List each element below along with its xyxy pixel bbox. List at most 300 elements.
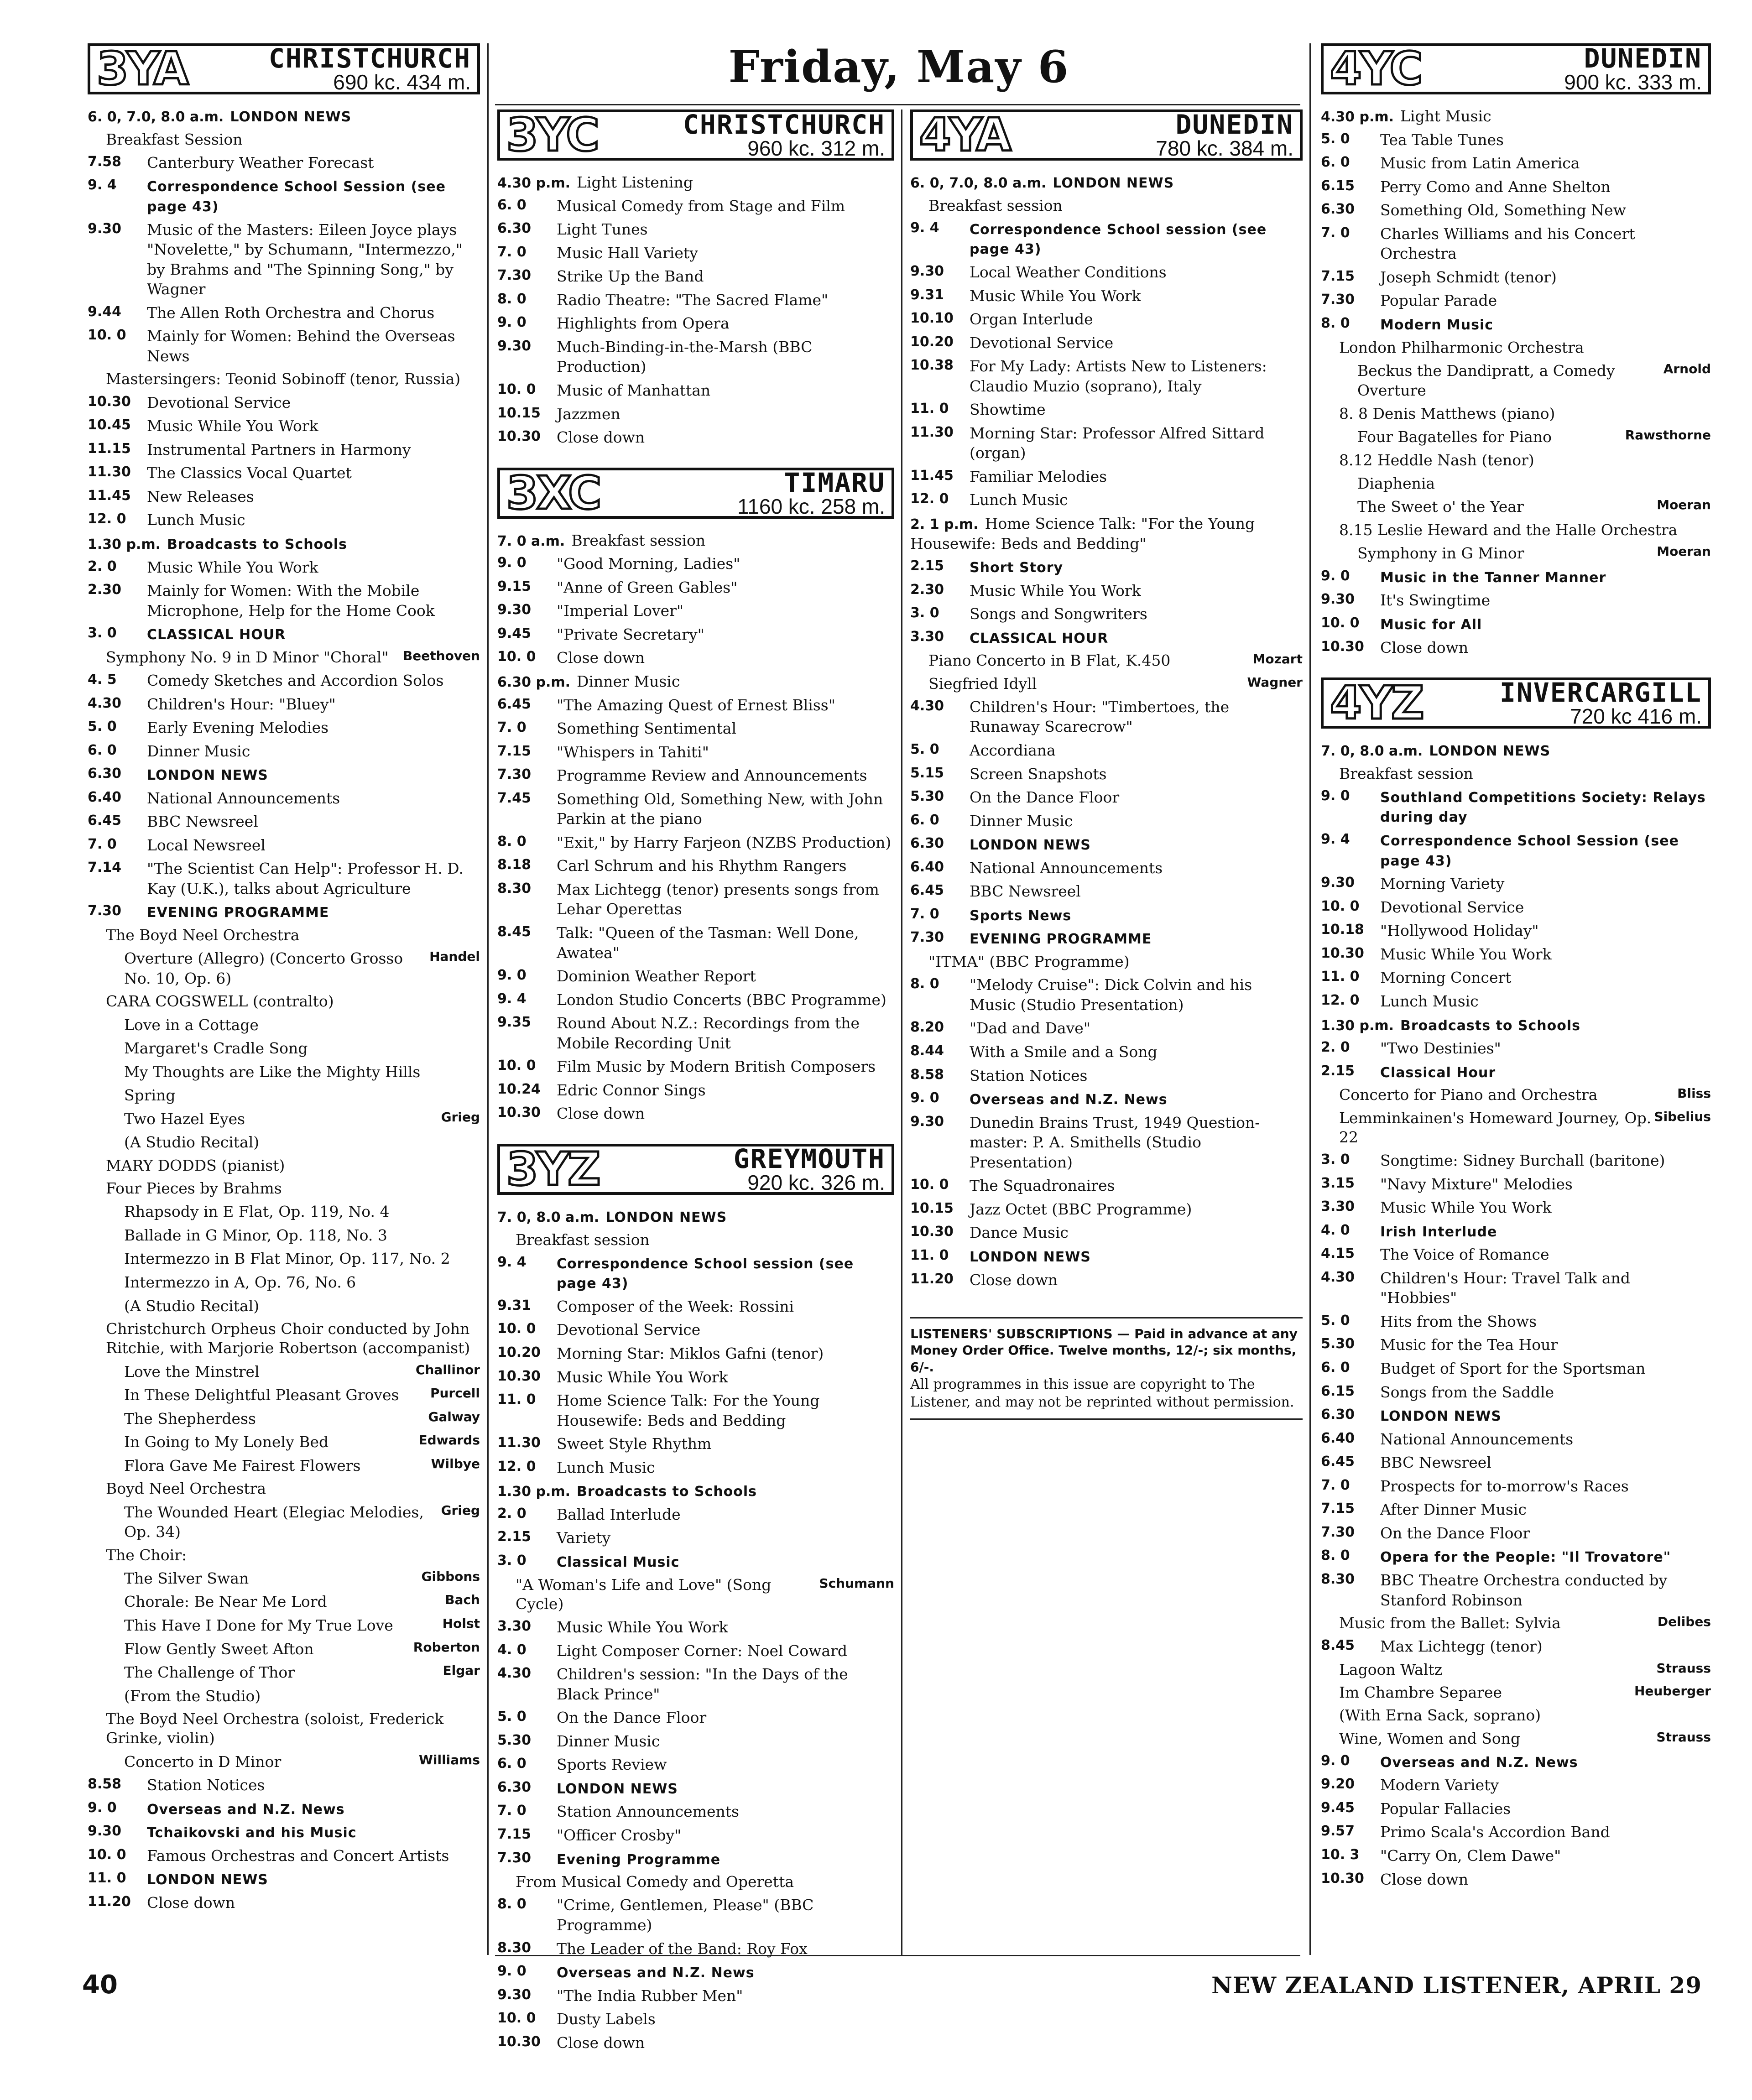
station-city: DUNEDIN	[1584, 43, 1702, 74]
programme-title: Intermezzo in B Flat Minor, Op. 117, No. 2	[124, 1250, 450, 1268]
programme-item	[1321, 874, 1711, 894]
programme-time: 9.45	[1321, 1799, 1355, 1816]
programme-item	[497, 380, 894, 401]
programme-time: 4. 0	[497, 1641, 527, 1658]
programme-item	[1321, 497, 1711, 517]
programme-item	[1321, 1752, 1711, 1772]
programme-title: On the Dance Floor	[557, 1709, 707, 1727]
composer-name: Elgar	[443, 1663, 480, 1678]
programme-item	[1321, 1660, 1711, 1679]
programme-title: Songs from the Saddle	[1380, 1383, 1554, 1401]
programme-title: Broadcasts to Schools	[1400, 1017, 1581, 1034]
station-info	[1010, 111, 1293, 159]
programme-time: 5. 0	[497, 1709, 527, 1725]
programme-item	[1321, 314, 1711, 334]
programme-title: "Crime, Gentlemen, Please" (BBC Programme)	[557, 1896, 814, 1934]
programme-title: Tea Table Tunes	[1380, 130, 1504, 149]
programme-title: Diaphenia	[1357, 474, 1435, 492]
programme-time: 10.30	[88, 393, 131, 410]
programme-item	[1321, 1822, 1711, 1842]
programme-time: 9.30	[497, 338, 532, 354]
programme-item	[497, 196, 894, 216]
programme-item	[1321, 614, 1711, 634]
programme-title: Music While You Work	[1380, 945, 1552, 963]
programme-item	[1321, 638, 1711, 658]
programme-item	[497, 1230, 894, 1250]
programme-item	[497, 1617, 894, 1637]
programme-title: From Musical Comedy and Operetta	[516, 1873, 794, 1891]
programme-title: Music While You Work	[147, 558, 318, 576]
programme-item	[88, 1385, 480, 1405]
subscription-notice	[910, 1317, 1303, 1420]
programme-item	[88, 1109, 480, 1129]
programme-time: 2. 0	[497, 1505, 527, 1522]
programme-title: Breakfast Session	[106, 130, 243, 148]
programme-title: (From the Studio)	[124, 1687, 261, 1705]
programme-item	[88, 1409, 480, 1429]
station-header	[497, 109, 894, 161]
programme-title: 8.12 Heddle Nash (tenor)	[1339, 451, 1534, 469]
programme-title: LONDON NEWS	[1380, 1408, 1502, 1425]
programme-time: 8. 0	[497, 833, 527, 849]
programme-item	[497, 427, 894, 448]
programme-item	[1321, 1729, 1711, 1748]
programme-time: 7.30	[1321, 1524, 1355, 1540]
programme-item	[910, 651, 1303, 670]
programme-item	[1321, 1570, 1711, 1610]
programme-time: 3.30	[497, 1618, 532, 1635]
programme-time: 10.10	[910, 310, 954, 327]
programme-title: Siegfried Idyll	[928, 674, 1037, 693]
programme-title: Beckus the Dandipratt, a Comedy Overture	[1357, 361, 1615, 400]
programme-title: Something Old, Something New	[1380, 201, 1626, 219]
station-info	[1421, 45, 1702, 93]
page-number: 40	[82, 1970, 118, 2000]
programme-time: 7.45	[497, 790, 532, 806]
station-header	[1321, 43, 1711, 94]
composer-name: Grieg	[441, 1502, 480, 1518]
programme-item	[88, 153, 480, 173]
programme-item	[910, 697, 1303, 737]
programme-item	[1321, 787, 1711, 827]
programme-time: 6.30	[88, 766, 122, 782]
programme-title: LONDON NEWS	[605, 1209, 727, 1225]
programme-item	[1321, 200, 1711, 220]
programme-item	[910, 309, 1303, 329]
programme-title: Musical Comedy from Stage and Film	[557, 197, 845, 215]
programme-time: 3.15	[1321, 1175, 1355, 1191]
programme-title: "A Woman's Life and Love" (Song Cycle)	[516, 1575, 772, 1613]
composer-name: Beethoven	[402, 648, 480, 663]
programme-item	[497, 1872, 894, 1892]
composer-name: Galway	[428, 1409, 480, 1424]
programme-title: Intermezzo in A, Op. 76, No. 6	[124, 1273, 356, 1292]
programme-title: Local Newsreel	[147, 836, 266, 854]
programme-time: 3. 0	[497, 1553, 527, 1568]
station-city: GREYMOUTH	[733, 1143, 885, 1174]
programme-item	[497, 672, 894, 692]
programme-title: CLASSICAL HOUR	[970, 630, 1109, 646]
programme-item	[910, 740, 1303, 761]
copyright-notice: All programmes in this issue are copyright to The Listener, and may not be reprinted without permission.	[910, 1376, 1294, 1411]
subscription-terms: LISTENERS' SUBSCRIPTIONS — Paid in advance at any Money Order Office. Twelve months, 12/-; six months, 6/-.	[910, 1326, 1298, 1375]
programme-title: Something Old, Something New, with John Parkin at the piano	[557, 790, 883, 828]
programme-title: Symphony in G Minor	[1357, 544, 1524, 563]
programme-title: Close down	[557, 428, 645, 447]
programme-title: Boyd Neel Orchestra	[106, 1480, 266, 1498]
programme-title: BBC Newsreel	[970, 882, 1081, 901]
programme-item	[497, 742, 894, 762]
programme-time: 7.30	[497, 267, 532, 284]
programme-title: Correspondence School Session (see page 43)	[1380, 833, 1679, 869]
programme-item	[88, 812, 480, 832]
programme-item	[88, 393, 480, 413]
programme-time: 8.58	[88, 1776, 122, 1793]
publication-footer: NEW ZEALAND LISTENER, APRIL 29	[1211, 1972, 1702, 1999]
programme-time: 10.30	[497, 1368, 541, 1384]
programme-item	[910, 834, 1303, 855]
station-header	[88, 43, 480, 94]
programme-time: 9. 0	[1321, 787, 1350, 804]
programme-title: MARY DODDS (pianist)	[106, 1156, 285, 1174]
programme-title: In Going to My Lonely Bed	[124, 1433, 329, 1451]
programme-time: 6.40	[910, 859, 944, 875]
programme-title: Music from Latin America	[1380, 154, 1580, 172]
programme-item	[910, 928, 1303, 948]
programme-item	[1321, 1245, 1711, 1265]
programme-item	[910, 172, 1303, 193]
programme-item	[910, 1199, 1303, 1219]
programme-title: Tchaikovski and his Music	[147, 1825, 357, 1841]
programme-item	[1321, 968, 1711, 988]
programme-item	[497, 2009, 894, 2029]
programme-title: Sweet Style Rhythm	[557, 1435, 712, 1453]
programme-title: Christchurch Orpheus Choir conducted by John Ritchie, with Marjorie Robertson (accompanist)	[106, 1320, 470, 1357]
programme-item	[88, 1015, 480, 1035]
programme-item	[88, 1179, 480, 1198]
composer-name: Heuberger	[1634, 1683, 1711, 1699]
programme-item	[1321, 1062, 1711, 1082]
programme-title: Dinner Music	[557, 1732, 660, 1750]
programme-item	[497, 172, 894, 193]
programme-item	[1321, 1359, 1711, 1379]
programme-title: CLASSICAL HOUR	[147, 627, 286, 643]
programme-title: Modern Variety	[1380, 1776, 1499, 1794]
programme-time: 7.15	[1321, 1501, 1355, 1517]
programme-title: Close down	[557, 2033, 645, 2052]
programme-time: 7. 0	[497, 1803, 527, 1819]
programme-title: Max Lichtegg (tenor) presents songs from Lehar Operettas	[557, 880, 879, 918]
station-callsign: 3XC	[506, 466, 600, 520]
station-header	[497, 468, 894, 519]
programme-title: The Challenge of Thor	[124, 1663, 295, 1682]
programme-item	[1321, 1846, 1711, 1866]
programme-item	[1321, 1453, 1711, 1473]
programme-item	[1321, 1085, 1711, 1105]
programme-time: 10.20	[497, 1344, 541, 1361]
programme-item	[497, 1458, 894, 1478]
programme-time: 9.44	[88, 303, 122, 320]
programme-title: The Squadronaires	[970, 1177, 1115, 1195]
programme-title: The Classics Vocal Quartet	[147, 464, 352, 482]
programme-time: 11.20	[910, 1271, 954, 1287]
programme-time: 9.57	[1321, 1823, 1355, 1839]
programme-item	[88, 992, 480, 1011]
programme-title: Station Notices	[147, 1776, 265, 1794]
programme-title: Close down	[1380, 638, 1469, 657]
station-frequency: 920 kc. 326 m.	[747, 1170, 885, 1194]
programme-item	[1321, 740, 1711, 761]
programme-title: LONDON NEWS	[970, 1249, 1091, 1265]
programme-title: Rhapsody in E Flat, Op. 119, No. 4	[124, 1203, 390, 1221]
programme-title: "Navy Mixture" Melodies	[1380, 1175, 1573, 1193]
programme-title: On the Dance Floor	[970, 788, 1120, 807]
programme-time: 7.30	[910, 929, 944, 946]
programme-title: LONDON NEWS	[1429, 743, 1551, 760]
programme-time: 11. 0	[910, 1247, 949, 1263]
programme-time: 9. 0	[1321, 1752, 1350, 1769]
programme-item	[497, 766, 894, 786]
programme-title: Dinner Music	[970, 812, 1073, 830]
programme-item	[910, 196, 1303, 215]
programme-title: National Announcements	[1380, 1430, 1574, 1448]
programme-title: BBC Newsreel	[1380, 1454, 1491, 1472]
programme-title: Flora Gave Me Fairest Flowers	[124, 1456, 361, 1475]
programme-item	[497, 1481, 894, 1501]
programme-item	[497, 719, 894, 739]
composer-name: Rawsthorne	[1625, 427, 1711, 443]
programme-time: 9. 4	[497, 1254, 527, 1270]
programme-title: Variety	[557, 1529, 611, 1547]
programme-title: With a Smile and a Song	[970, 1042, 1158, 1061]
programme-item	[88, 1296, 480, 1316]
programme-item	[497, 966, 894, 986]
programme-time: 11.30	[497, 1435, 541, 1451]
programme-time: 7.15	[1321, 268, 1355, 284]
composer-name: Roberton	[413, 1639, 480, 1655]
programme-time: 10.30	[497, 428, 541, 445]
programme-title: Canterbury Weather Forecast	[147, 153, 374, 172]
programme-title: BBC Theatre Orchestra conducted by Stanford Robinson	[1380, 1571, 1668, 1609]
programme-item	[88, 1272, 480, 1292]
programme-title: Four Pieces by Brahms	[106, 1179, 282, 1198]
programme-time: 6. 0	[497, 197, 527, 213]
programme-list	[497, 1207, 894, 2053]
programme-title: Radio Theatre: "The Sacred Flame"	[557, 291, 829, 309]
programme-title: Wine, Women and Song	[1339, 1729, 1521, 1747]
programme-title: "Two Destinies"	[1380, 1039, 1501, 1058]
programme-title: Classical Music	[557, 1554, 680, 1570]
programme-item	[497, 1013, 894, 1053]
station-callsign: 3YA	[97, 42, 187, 95]
programme-item	[88, 694, 480, 714]
programme-time: 8.45	[497, 924, 532, 940]
programme-item	[88, 463, 480, 483]
programme-title: It's Swingtime	[1380, 591, 1491, 610]
programme-item	[88, 671, 480, 691]
programme-title: Symphony No. 9 in D Minor "Choral"	[106, 648, 389, 666]
programme-title: Famous Orchestras and Concert Artists	[147, 1846, 449, 1865]
programme-title: New Releases	[147, 487, 254, 505]
composer-name: Mozart	[1252, 651, 1303, 667]
programme-item	[88, 1456, 480, 1476]
programme-item	[1321, 1523, 1711, 1543]
programme-title: Morning Star: Professor Alfred Sittard (organ)	[970, 424, 1265, 462]
programme-item	[497, 1080, 894, 1100]
composer-name: Schumann	[819, 1575, 894, 1591]
programme-item	[497, 2033, 894, 2053]
programme-time: 6. 0	[1321, 154, 1350, 171]
programme-time: 10. 0	[88, 1846, 126, 1863]
date-rule	[495, 104, 1300, 105]
programme-title: Sports Review	[557, 1756, 667, 1774]
programme-title: "Melody Cruise": Dick Colvin and his Music (Studio Presentation)	[970, 976, 1252, 1014]
programme-title: Close down	[147, 1894, 235, 1912]
programme-item	[497, 648, 894, 668]
station-frequency: 900 kc. 333 m.	[1564, 70, 1702, 94]
programme-title: London Studio Concerts (BBC Programme)	[557, 990, 886, 1009]
programme-time: 10. 3	[1321, 1847, 1360, 1863]
programme-title: The Leader of the Band: Roy Fox	[557, 1939, 808, 1958]
programme-item	[497, 1575, 894, 1614]
programme-time: 6. 0, 7.0, 8.0 a.m.	[88, 109, 224, 125]
programme-time: 11.30	[910, 424, 954, 440]
programme-item	[88, 1615, 480, 1636]
programme-item	[1321, 1268, 1711, 1308]
programme-item	[910, 952, 1303, 971]
column-divider	[487, 43, 489, 1955]
programme-item	[497, 625, 894, 645]
programme-item	[88, 130, 480, 149]
programme-time: 9.30	[1321, 875, 1355, 891]
programme-item	[497, 601, 894, 621]
programme-item	[910, 490, 1303, 510]
programme-time: 7. 0	[497, 719, 527, 736]
programme-item	[910, 764, 1303, 784]
station-block	[1321, 677, 1711, 1889]
programme-item	[910, 811, 1303, 831]
composer-name: Moeran	[1657, 497, 1711, 513]
composer-name: Wagner	[1247, 674, 1303, 690]
programme-item	[88, 487, 480, 507]
programme-title: "The Amazing Quest of Ernest Bliss"	[557, 696, 835, 714]
programme-list	[910, 172, 1303, 1290]
programme-time: 5. 0	[910, 741, 939, 758]
programme-item	[497, 1367, 894, 1387]
programme-time: 11. 0	[1321, 969, 1360, 985]
programme-title: Primo Scala's Accordion Band	[1380, 1823, 1610, 1841]
programme-title: National Announcements	[970, 859, 1163, 877]
programme-item	[1321, 427, 1711, 447]
programme-title: "Hollywood Holiday"	[1380, 922, 1539, 940]
programme-title: Programme Review and Announcements	[557, 766, 867, 785]
composer-name: Bliss	[1677, 1086, 1711, 1101]
programme-title: Devotional Service	[970, 333, 1114, 352]
programme-item	[1321, 991, 1711, 1011]
programme-time: 9. 0	[1321, 568, 1350, 584]
programme-item	[1321, 1476, 1711, 1496]
programme-time: 10.18	[1321, 922, 1364, 938]
programme-title: Children's Hour: "Bluey"	[147, 695, 336, 713]
programme-item	[497, 1391, 894, 1430]
programme-time: 5. 0	[1321, 130, 1350, 147]
programme-time: 11. 0	[88, 1870, 126, 1886]
programme-item	[910, 333, 1303, 353]
programme-title: The Allen Roth Orchestra and Chorus	[147, 303, 435, 322]
programme-item	[88, 1799, 480, 1819]
programme-time: 6.30 p.m.	[497, 674, 570, 690]
programme-title: CARA COGSWELL (contralto)	[106, 992, 334, 1011]
programme-title: Close down	[1380, 1870, 1469, 1888]
programme-time: 6.45	[497, 696, 532, 712]
programme-time: 11.45	[88, 487, 131, 504]
programme-title: Early Evening Melodies	[147, 719, 329, 737]
programme-time: 4.30 p.m.	[497, 175, 570, 191]
page-date-heading: Friday, May 6	[728, 41, 1069, 93]
programme-title: Ballade in G Minor, Op. 118, No. 3	[124, 1226, 387, 1244]
station-frequency: 780 kc. 384 m.	[1156, 136, 1293, 160]
programme-item	[1321, 153, 1711, 173]
programme-title: Breakfast session	[516, 1230, 650, 1249]
programme-title: Music for the Tea Hour	[1380, 1336, 1558, 1354]
programme-time: 9.31	[497, 1297, 532, 1313]
programme-item	[88, 581, 480, 620]
programme-item	[910, 1066, 1303, 1086]
programme-list	[497, 531, 894, 1124]
programme-item	[497, 1344, 894, 1364]
composer-name: Moeran	[1657, 544, 1711, 559]
programme-item	[910, 1089, 1303, 1109]
programme-time: 9. 0	[497, 967, 527, 984]
programme-time: 9. 0	[497, 314, 527, 331]
station-frequency: 690 kc. 434 m.	[333, 70, 471, 94]
programme-title: Mastersingers: Teonid Sobinoff (tenor, Russia)	[106, 370, 461, 388]
programme-time: 7. 0	[88, 836, 117, 852]
programme-item	[88, 1546, 480, 1565]
programme-time: 10.30	[1321, 1870, 1364, 1886]
programme-title: Perry Como and Anne Shelton	[1380, 177, 1611, 196]
programme-time: 12. 0	[88, 511, 126, 527]
programme-title: Close down	[970, 1271, 1058, 1289]
programme-title: On the Dance Floor	[1380, 1524, 1530, 1542]
programme-item	[497, 1253, 894, 1293]
programme-time: 9.30	[88, 1823, 122, 1839]
composer-name: Gibbons	[421, 1568, 480, 1584]
programme-title: Popular Fallacies	[1380, 1799, 1511, 1818]
programme-time: 7. 0, 8.0 a.m.	[1321, 743, 1423, 760]
programme-time: 9.31	[910, 287, 944, 303]
programme-title: The Sweet o' the Year	[1357, 498, 1524, 516]
programme-title: Morning Variety	[1380, 875, 1505, 893]
programme-title: The Shepherdess	[124, 1409, 256, 1428]
programme-title: Concerto for Piano and Orchestra	[1339, 1086, 1598, 1104]
programme-item	[497, 313, 894, 333]
programme-title: Breakfast session	[928, 196, 1063, 214]
programme-time: 2.30	[88, 582, 122, 598]
programme-item	[88, 1319, 480, 1358]
programme-time: 3.30	[1321, 1199, 1355, 1215]
programme-item	[497, 290, 894, 310]
programme-title: (A Studio Recital)	[124, 1297, 260, 1315]
programme-item	[910, 262, 1303, 282]
programme-item	[1321, 1683, 1711, 1702]
programme-time: 9.35	[497, 1014, 532, 1031]
programme-item	[910, 905, 1303, 925]
programme-item	[1321, 1429, 1711, 1449]
programme-time: 10.38	[910, 357, 954, 374]
programme-item	[88, 440, 480, 460]
programme-title: Broadcasts to Schools	[577, 1484, 757, 1500]
